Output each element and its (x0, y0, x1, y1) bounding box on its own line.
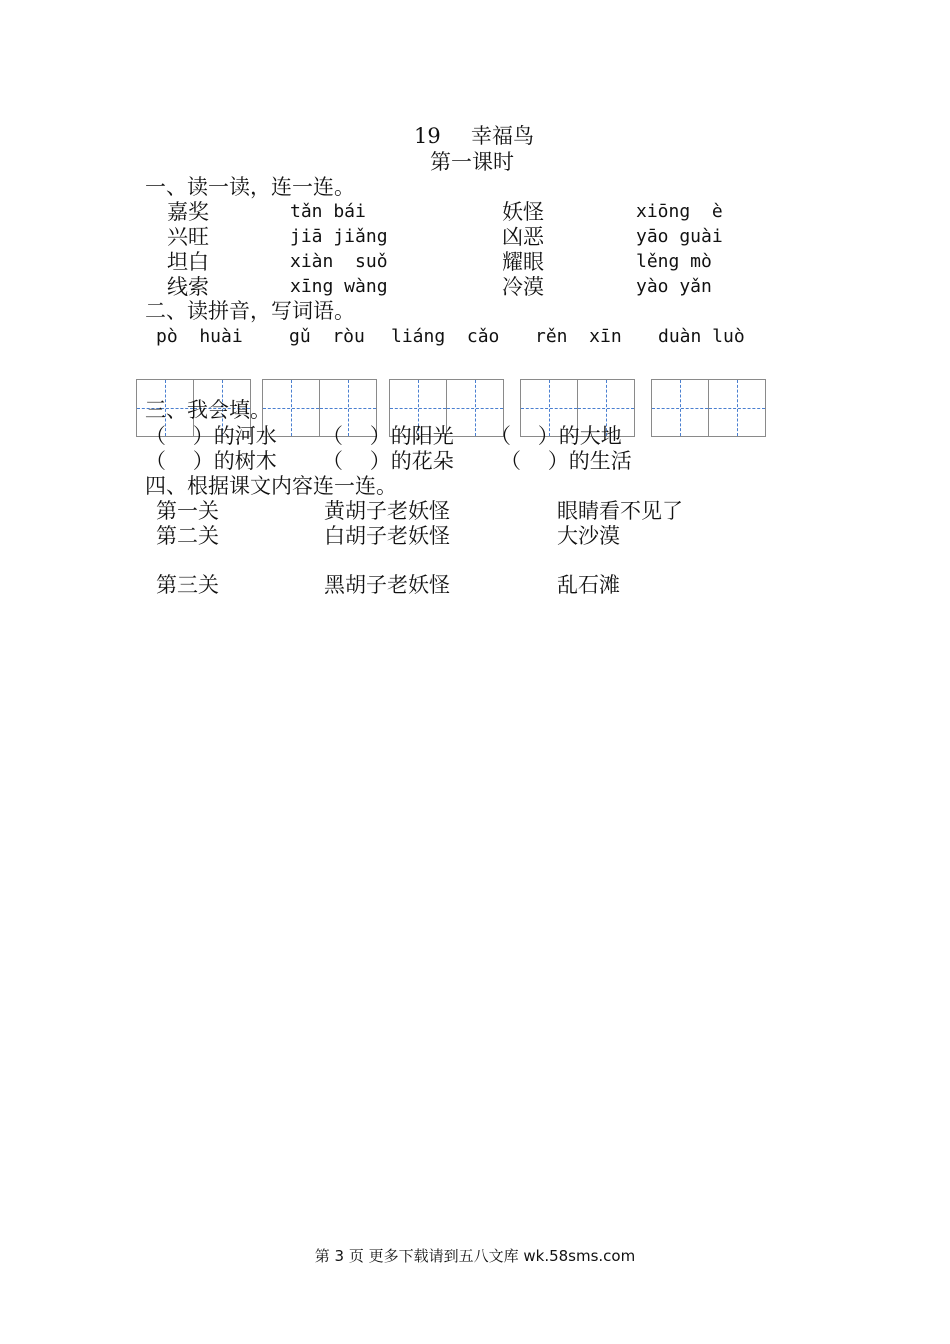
outcome-label-1: 眼睛看不见了 (557, 499, 683, 523)
pinyin-left-4: xīng wàng (290, 276, 388, 297)
word-right-4: 冷漠 (502, 275, 544, 299)
outcome-label-2: 大沙漠 (557, 524, 620, 548)
pinyin-prompt-2: gǔ ròu (289, 326, 365, 347)
word-left-2: 兴旺 (167, 225, 209, 249)
word-right-2: 凶恶 (502, 225, 544, 249)
lesson-title: 幸福鸟 (471, 124, 534, 148)
fill-blank-2: （ ）的阳光 (322, 424, 454, 448)
fill-blank-6: （ ）的生活 (500, 449, 632, 473)
lesson-number: 19 (414, 124, 441, 148)
section3-heading: 三、我会填。 (145, 398, 271, 422)
pinyin-prompt-1: pò huài (156, 326, 243, 347)
pinyin-right-1: xiōng è (636, 201, 723, 222)
stage-label-3: 第三关 (156, 573, 219, 597)
word-right-1: 妖怪 (502, 200, 544, 224)
pinyin-right-4: yào yǎn (636, 276, 712, 297)
fill-blank-4: （ ）的树木 (145, 449, 277, 473)
section4-heading: 四、根据课文内容连一连。 (145, 474, 397, 498)
monster-label-3: 黑胡子老妖怪 (324, 573, 450, 597)
pinyin-left-3: xiàn suǒ (290, 251, 388, 272)
word-right-3: 耀眼 (502, 250, 544, 274)
lesson-subtitle: 第一课时 (430, 150, 514, 174)
word-left-1: 嘉奖 (167, 200, 209, 224)
pinyin-prompt-4: rěn xīn (535, 326, 622, 347)
fill-blank-3: （ ）的大地 (490, 424, 622, 448)
pinyin-prompt-5: duàn luò (658, 326, 745, 347)
pinyin-left-2: jiā jiǎng (290, 226, 388, 247)
word-left-4: 线索 (167, 275, 209, 299)
pinyin-right-2: yāo guài (636, 226, 723, 247)
pinyin-left-1: tǎn bái (290, 201, 366, 222)
pinyin-right-3: lěng mò (636, 251, 712, 272)
fill-blank-1: （ ）的河水 (145, 424, 277, 448)
word-left-3: 坦白 (167, 250, 209, 274)
writing-grid-5[interactable] (651, 379, 765, 437)
grid-cell[interactable] (708, 379, 766, 437)
outcome-label-3: 乱石滩 (557, 573, 620, 597)
stage-label-2: 第二关 (156, 524, 219, 548)
fill-blank-5: （ ）的花朵 (322, 449, 454, 473)
monster-label-2: 白胡子老妖怪 (324, 524, 450, 548)
section2-heading: 二、读拼音，写词语。 (145, 299, 355, 323)
monster-label-1: 黄胡子老妖怪 (324, 499, 450, 523)
pinyin-prompt-3: liáng cǎo (391, 326, 500, 347)
stage-label-1: 第一关 (156, 499, 219, 523)
page-footer: 第 3 页 更多下载请到五八文库 wk.58sms.com (314, 1247, 636, 1265)
grid-cell[interactable] (651, 379, 709, 437)
section1-heading: 一、读一读，连一连。 (145, 175, 355, 199)
